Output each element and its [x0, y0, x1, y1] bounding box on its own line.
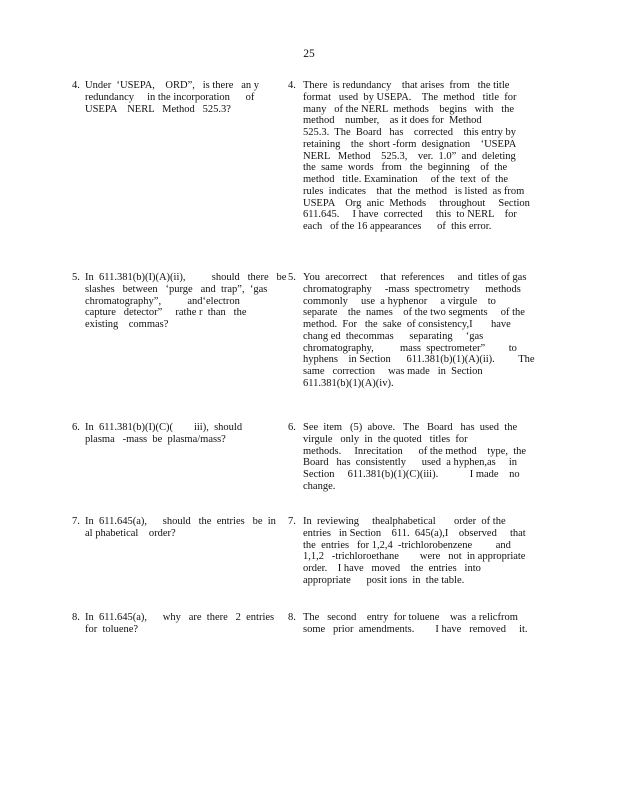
answer-line: 525.3. The Board has corrected this entry by: [303, 127, 516, 138]
answer-line: change.: [303, 480, 336, 492]
answer-text: [303, 422, 525, 493]
answer-line: some prior amendments. I have removed it.: [303, 623, 528, 635]
answer-line: USEPA Org anic Methods throughout Section: [303, 197, 530, 209]
question-line: plasma -mass be plasma/mass?: [85, 433, 226, 445]
answer-number: 5.: [288, 272, 296, 283]
question-text: [85, 516, 275, 540]
question-line: In 611.645(a), why are there 2 entries: [85, 612, 275, 623]
question-line: In 611.381(b)(I)(C)( iii), should: [85, 422, 243, 433]
answer-line: chang ed thecommas separating ‘gas: [303, 330, 484, 342]
answer-line: chromatography -mass spectrometry methods: [303, 283, 521, 295]
answer-line: methods. Inrecitation of the method type, the: [303, 445, 527, 457]
question-number: 8.: [72, 612, 80, 623]
question-text: [85, 422, 275, 446]
question-text: [85, 612, 275, 636]
answer-line: retaining the short -form designation ‘USEPA: [303, 138, 517, 150]
answer-line: 1,1,2 -trichloroethane were not in appropriate: [303, 551, 526, 563]
answer-line: In reviewing thealphabetical order of the: [303, 516, 506, 527]
answer-line: method title. Examination of the text of the: [303, 174, 508, 185]
answer-line: See item (5) above. The Board has used the: [303, 422, 518, 433]
answer-line: appropriate posit ions in the table.: [303, 574, 465, 586]
question-line: capture detector” rathe r than the: [85, 307, 247, 319]
question-number: 6.: [72, 422, 80, 433]
answer-number: 8.: [288, 612, 296, 623]
question-line: existing commas?: [85, 319, 169, 330]
answer-line: You arecorrect that references and titles of gas: [303, 272, 527, 283]
answer-number: 4.: [288, 80, 296, 91]
question-line: al phabetical order?: [85, 527, 176, 539]
answer-text: [303, 80, 530, 233]
question-line: USEPA NERL Method 525.3?: [85, 103, 231, 115]
answer-text: [303, 272, 535, 390]
question-text: [85, 80, 275, 115]
answer-line: Board has consistently used a hyphen,as in: [303, 457, 518, 469]
answer-line: method number, as it does for Method: [303, 115, 482, 127]
answer-line: many of the NERL methods begins with the: [303, 103, 515, 115]
answer-line: each of the 16 appearances of this error.: [303, 221, 492, 232]
answer-line: the entries for 1,2,4 -trichlorobenzene and: [303, 539, 511, 551]
question-number: 5.: [72, 272, 80, 283]
question-number: 7.: [72, 516, 80, 527]
question-number: 4.: [72, 80, 80, 91]
answer-line: method. For the sake of consistency,I have: [303, 319, 511, 330]
question-line: In 611.645(a), should the entries be in: [85, 516, 276, 527]
answer-line: rules indicates that the method is listed as from: [303, 185, 525, 197]
page-number: 25: [303, 48, 315, 60]
answer-line: the same words from the beginning of the: [303, 162, 508, 174]
question-text: [85, 272, 287, 331]
question-line: redundancy in the incorporation of: [85, 91, 255, 103]
answer-number: 6.: [288, 422, 296, 433]
answer-line: separate the names of the two segments of the: [303, 307, 525, 319]
question-line: In 611.381(b)(I)(A)(ii), should there be: [85, 272, 287, 283]
answer-number: 7.: [288, 516, 296, 527]
question-line: for toluene?: [85, 623, 139, 635]
answer-line: chromatography, mass spectrometer” to: [303, 342, 517, 354]
answer-line: same correction was made in Section: [303, 366, 483, 377]
answer-line: entries in Section 611. 645(a),I observed that: [303, 527, 526, 539]
answer-text: [303, 612, 528, 636]
answer-text: [303, 516, 525, 587]
question-line: slashes between ‘purge and trap”, ‘gas: [85, 283, 268, 295]
answer-line: 611.381(b)(1)(A)(iv).: [303, 377, 394, 389]
answer-line: The second entry for toluene was a relicfrom: [303, 612, 518, 623]
answer-line: NERL Method 525.3, ver. 1.0” and deleting: [303, 150, 516, 162]
answer-line: commonly use a hyphenor a virgule to: [303, 295, 496, 307]
answer-line: hyphens in Section 611.381(b)(1)(A)(ii). The: [303, 354, 535, 366]
question-line: Under ‘USEPA, ORD”, is there an y: [85, 80, 260, 91]
answer-line: 611.645. I have corrected this to NERL for: [303, 209, 517, 221]
answer-line: virgule only in the quoted titles for: [303, 433, 468, 445]
answer-line: order. I have moved the entries into: [303, 563, 481, 574]
answer-line: format used by USEPA. The method title for: [303, 91, 517, 103]
answer-line: Section 611.381(b)(1)(C)(iii). I made no: [303, 469, 520, 480]
question-line: chromatography”, and‘electron: [85, 295, 240, 307]
answer-line: There is redundancy that arises from the title: [303, 80, 510, 91]
